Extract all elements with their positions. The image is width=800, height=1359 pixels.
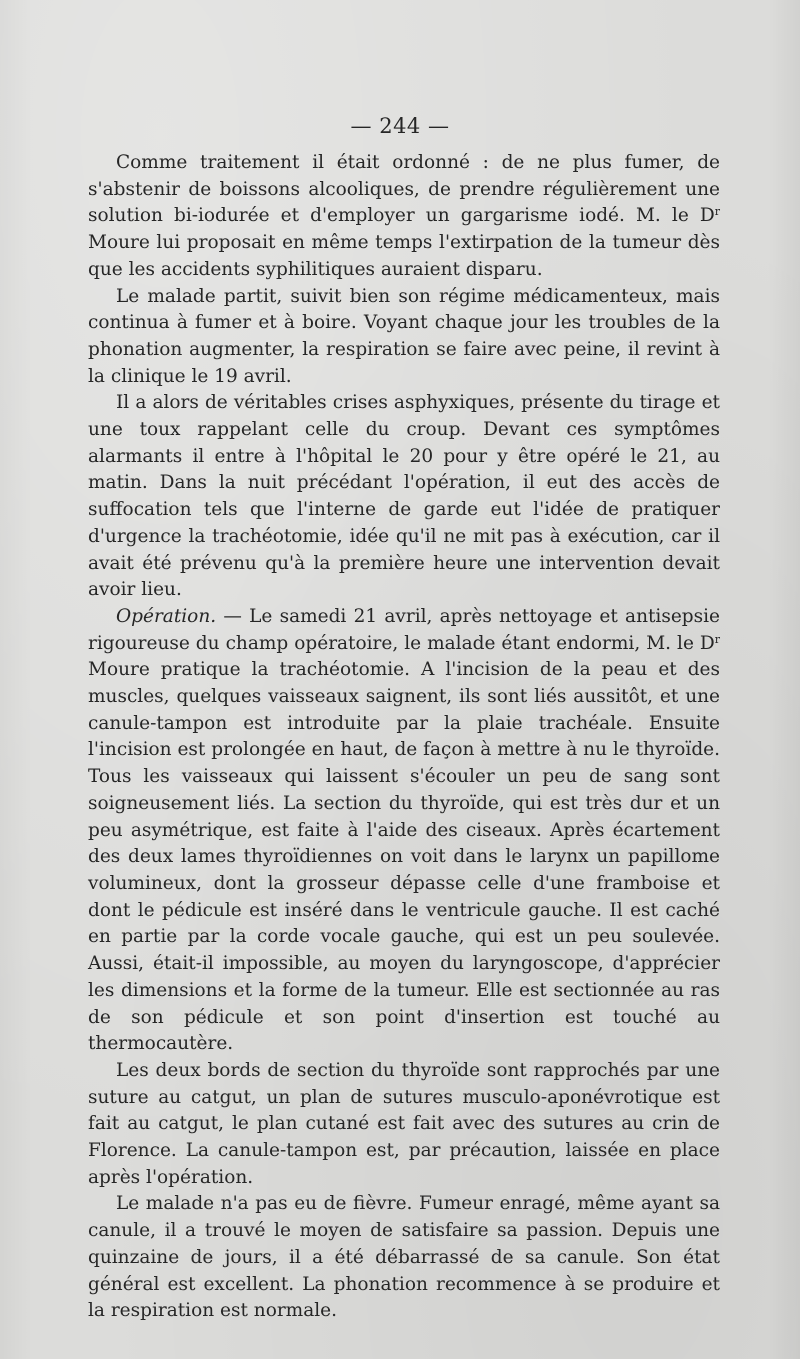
paragraph-operation [88, 604, 720, 1058]
paragraph-outcome: Le malade n'a pas eu de fièvre. Fumeur enragé, même ayant sa canule, il a trouvé le moyen de satisfaire sa passion. Depuis une quinzaine de jours, il a été débarrassé de sa canule. Son état général est excellent. La phonation recommence à se produire et la respiration est normale. [88, 1193, 720, 1322]
paragraph-asphyxia: Il a alors de véritables crises asphyxiques, présente du tirage et une toux rappelant celle du croup. Devant ces symptômes alarmants il entre à l'hôpital le 20 pour y être opéré le 21, au matin. Dans la nuit précédant l'opération, il eut des accès de suffocation tels que l'interne de garde eut l'idée de pratiquer d'urgence la trachéotomie, idée qu'il ne mit pas à exécution, car il avait été prévenu qu'à la première heure une intervention devait avoir lieu. [88, 392, 720, 601]
paragraph-text: Moure pratique la trachéotomie. A l'incision de la peau et des muscles, quelques vaisseaux saignent, ils sont liés aussitôt, et une canule-tampon est introduite par la plaie trachéale. Ensuite l'incision est prolongée en haut, de façon à mettre à nu le thyroïde. Tous les vaisseaux qui laissent s'écouler un peu de sang sont soigneusement liés. La section du thyroïde, qui est très dur et un peu asymétrique, est faite à l'aide des ciseaux. Après écartement des deux lames thyroïdiennes on voit dans le larynx un papillome volumineux, dont la grosseur dépasse celle d'une framboise et dont le pédicule est inséré dans le ventricule gauche. Il est caché en partie par la corde vocale gauche, qui est un peu soulevée. Aussi, était-il impossible, au moyen du laryngoscope, d'apprécier les dimensions et la forme de la tumeur. Elle est sectionnée au ras de son pédicule et son point d'insertion est touché au thermocautère. [88, 659, 720, 1055]
body-text [88, 150, 720, 1325]
superscript: r [714, 632, 720, 646]
section-lead: Opération. [116, 605, 217, 627]
paragraph-sutures: Les deux bords de section du thyroïde sont rapprochés par une suture au catgut, un plan de sutures musculo-aponévrotique est fait au catgut, le plan cutané est fait avec des sutures au crin de Florence. La canule-tampon est, par précaution, laissée en place après l'opération. [88, 1059, 720, 1188]
paragraph-treatment [88, 150, 720, 284]
paragraph-text: Moure lui proposait en même temps l'extirpation de la tumeur dès que les accidents syphilitiques auraient disparu. [88, 232, 720, 280]
superscript: r [714, 205, 720, 219]
paragraph-departure: Le malade partit, suivit bien son régime médicamenteux, mais continua à fumer et à boire. Voyant chaque jour les troubles de la phonation augmenter, la respiration se faire avec peine, il revint à la clinique le 19 avril. [88, 285, 720, 387]
page-number: — 244 — [350, 114, 450, 138]
paragraph-text: — Le samedi 21 avril, après nettoyage et antisepsie rigoureuse du champ opératoire, le malade étant endormi, M. le D [88, 605, 720, 654]
paragraph-text: Comme traitement il était ordonné : de ne plus fumer, de s'abstenir de boissons alcooliques, de prendre régulièrement une solution bi-iodurée et d'employer un gargarisme iodé. M. le D [88, 152, 720, 227]
